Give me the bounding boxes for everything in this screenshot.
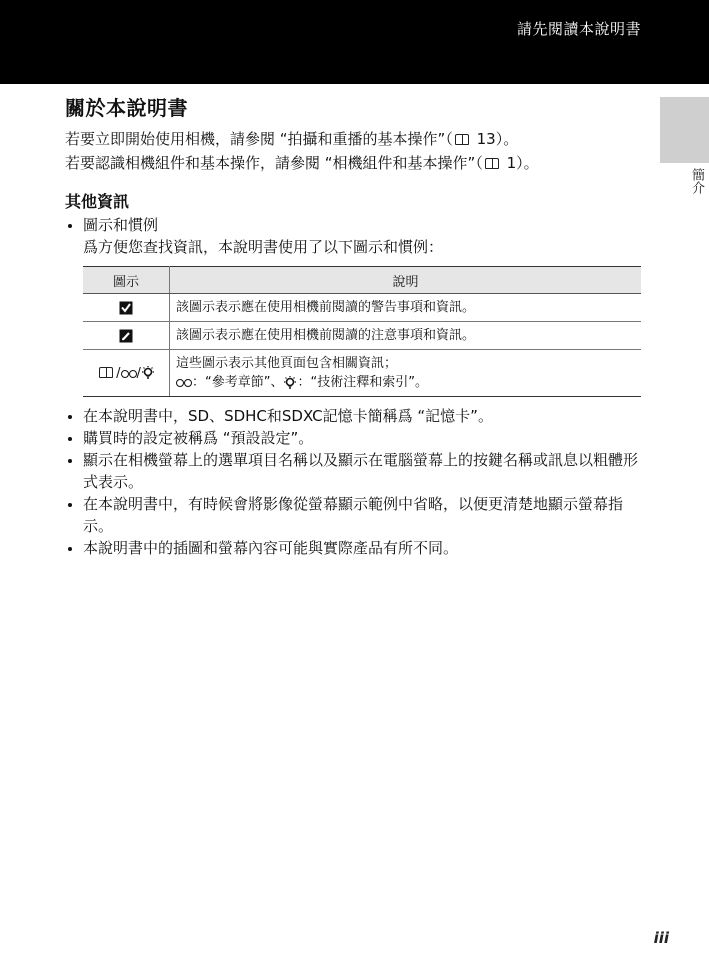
list-item: 在本說明書中，SD、SDHC和SDXC記憶卡簡稱爲 “記憶卡”。: [65, 405, 650, 427]
list-item: 本說明書中的插圖和螢幕內容可能與實際產品有所不同。: [65, 537, 650, 559]
page-title: 關於本說明書: [65, 96, 188, 120]
main-content: [65, 92, 650, 559]
conventions-table: [83, 266, 641, 397]
table-row: / / 這些圖示表示其他頁面包含相關資訊； ：“參考章節”、 ：“技術注釋和索引”。: [83, 350, 641, 397]
book-reference-icon: [455, 134, 470, 145]
table-row: [83, 322, 641, 350]
warning-check-icon: [119, 301, 133, 315]
intro-line-1-text: 若要立即開始使用相機，請參閱 “拍攝和重播的基本操作”（: [65, 130, 453, 148]
reference-section-label: ：“參考章節”、: [192, 375, 284, 390]
table-header-description: 說明: [170, 267, 642, 294]
book-reference-icon: [485, 158, 500, 169]
page-number: iii: [653, 929, 669, 947]
table-header-icon: 圖示: [83, 267, 170, 294]
binoculars-icon: [176, 378, 192, 387]
list-item: 在本說明書中，有時候會將影像從螢幕顯示範例中省略，以便更清楚地顯示螢幕指示。: [65, 493, 650, 537]
conventions-intro: 爲方便您查找資訊，本說明書使用了以下圖示和慣例：: [83, 238, 444, 256]
bullet-list-top: [65, 214, 650, 236]
section-title: 其他資訊: [65, 192, 130, 211]
list-item: 圖示和慣例: [65, 214, 650, 236]
list-item: 購買時的設定被稱爲 “預設設定”。: [65, 427, 650, 449]
table-header-row: [83, 267, 641, 294]
bulb-hint-icon: [141, 366, 155, 380]
side-tab-label: 簡介: [689, 168, 704, 194]
intro-line-2-page: 1: [506, 154, 517, 172]
table-cell-description: 該圖示表示應在使用相機前閱讀的警告事項和資訊。: [170, 294, 642, 322]
table-cell-description-line2: [176, 373, 635, 392]
intro-line-1: [65, 127, 650, 151]
intro-line-2-text: 若要認識相機組件和基本操作，請參閱 “相機組件和基本操作”（: [65, 154, 483, 172]
note-pencil-icon: [119, 329, 133, 343]
list-item: 顯示在相機螢幕上的選單項目名稱以及顯示在電腦螢幕上的按鍵名稱或訊息以粗體形式表示。: [65, 449, 650, 493]
table-cell-description: 該圖示表示應在使用相機前閱讀的注意事項和資訊。: [170, 322, 642, 350]
intro-line-1-page: 13: [476, 130, 496, 148]
table-cell-description: 這些圖示表示其他頁面包含相關資訊；: [176, 356, 398, 371]
binoculars-icon: [121, 369, 137, 378]
header-title: 請先閱讀本說明書: [516, 20, 641, 38]
side-tab: [660, 97, 709, 163]
header-bar: [0, 0, 709, 84]
technical-notes-label: ：“技術注釋和索引”。: [297, 375, 428, 390]
intro-line-2: [65, 151, 650, 175]
book-reference-icon: [99, 367, 114, 378]
intro-line-1-end: ）。: [495, 130, 519, 148]
bulb-hint-icon: [283, 376, 297, 390]
intro-line-2-end: ）。: [516, 154, 539, 172]
table-row: [83, 294, 641, 322]
bullet-list-bottom: [65, 405, 650, 559]
